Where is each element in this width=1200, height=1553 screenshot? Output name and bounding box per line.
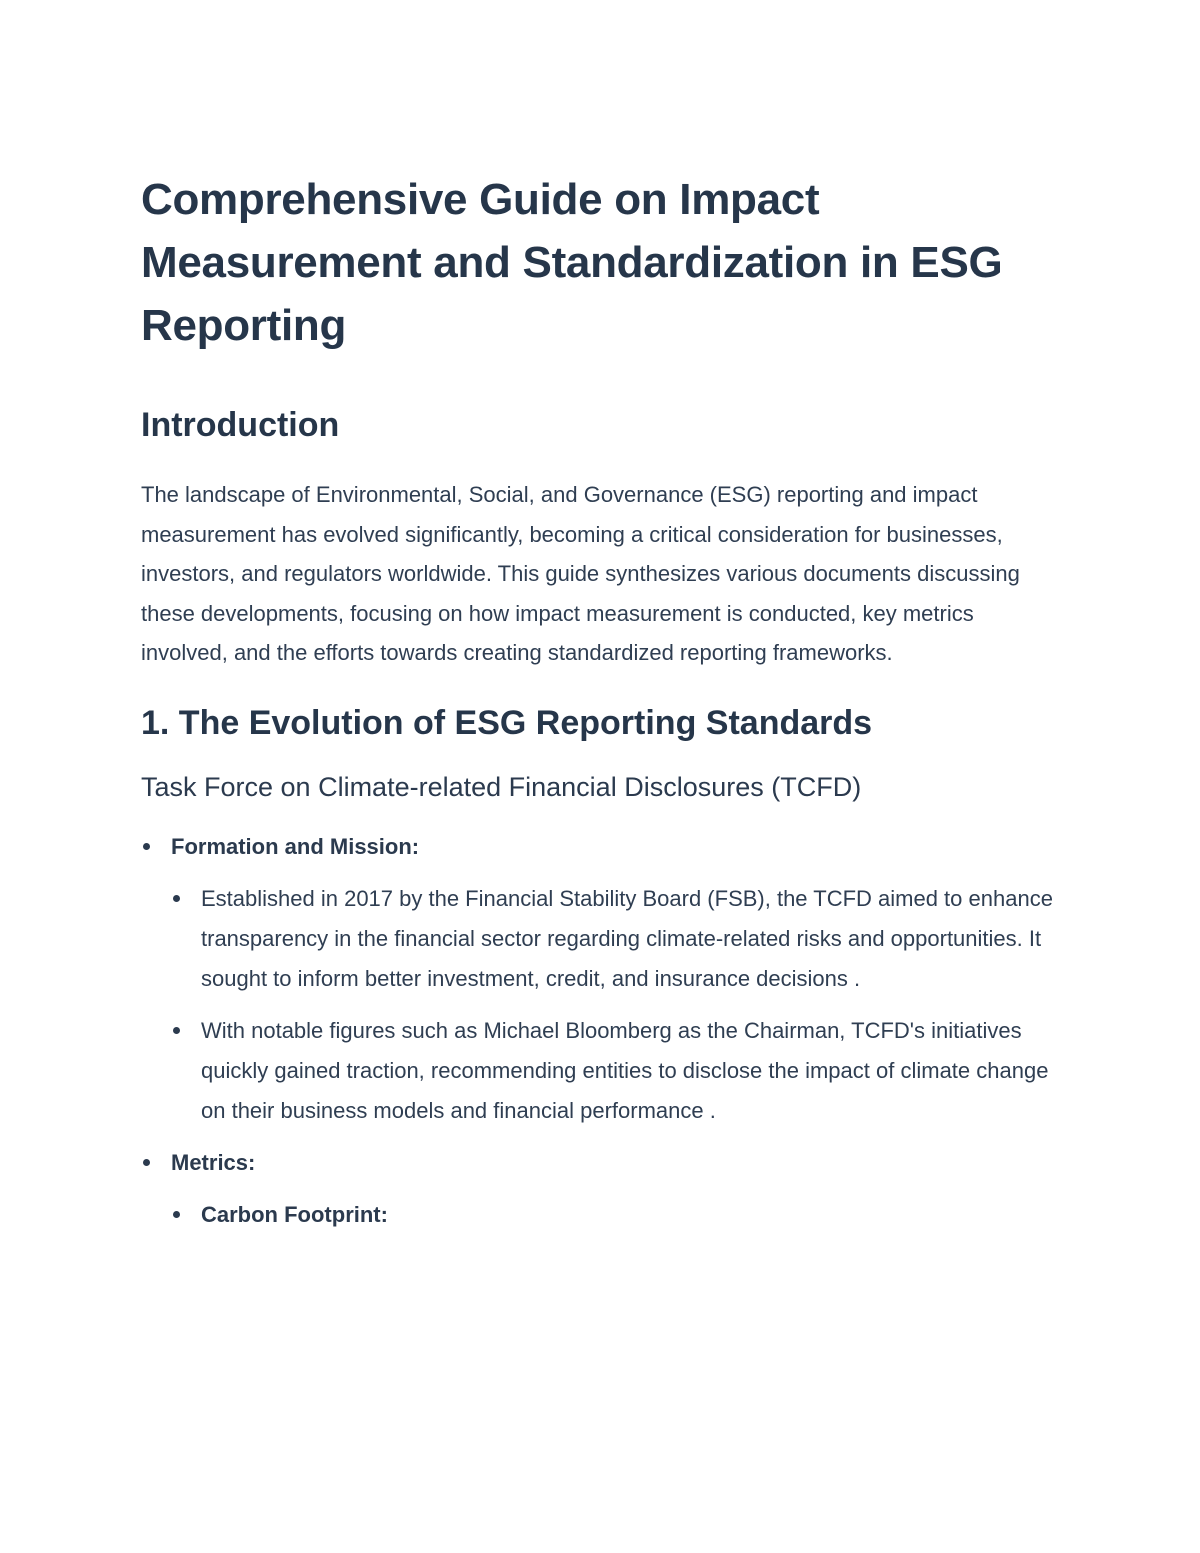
section-1-heading: 1. The Evolution of ESG Reporting Standards	[141, 703, 873, 742]
list-item-text: Established in 2017 by the Financial Stability Board (FSB), the TCFD aimed to enhance transparency in the financial sector regarding climate-related risks and opportunities. It sought to inform better investment, credit, and insurance decisions .	[201, 885, 1053, 991]
tcfd-subheading: Task Force on Climate-related Financial Disclosures (TCFD)	[141, 771, 862, 802]
list-item	[171, 1011, 1061, 1131]
list-item	[171, 1195, 1061, 1235]
metrics-sublist	[171, 1195, 1061, 1235]
list-item	[171, 879, 1061, 999]
list-item-formation	[141, 827, 1061, 1131]
formation-sublist	[171, 879, 1061, 1131]
bullet-icon	[173, 895, 180, 902]
bullet-icon	[173, 1027, 180, 1034]
document-page	[141, 168, 1061, 1235]
introduction-paragraph: The landscape of Environmental, Social, and Governance (ESG) reporting and impact measurement has evolved significantly, becoming a critical consideration for businesses, investors, and regulators worldwide. This guide synthesizes various documents discussing these developments, focusing on how impact measurement is conducted, key metrics involved, and the efforts towards creating standardized reporting frameworks.	[141, 482, 1020, 666]
bullet-icon	[143, 1159, 150, 1166]
tcfd-list	[141, 827, 1061, 1235]
introduction-heading: Introduction	[141, 406, 340, 444]
bullet-icon	[173, 1211, 180, 1218]
list-item-label: Metrics:	[171, 1149, 256, 1175]
bullet-icon	[143, 843, 150, 850]
list-item-label: Formation and Mission:	[171, 833, 420, 859]
list-item-text: With notable figures such as Michael Bloomberg as the Chairman, TCFD's initiatives quickly gained traction, recommending entities to disclose the impact of climate change on their business models and financial performance .	[201, 1017, 1049, 1123]
list-item-label: Carbon Footprint:	[201, 1201, 388, 1227]
list-item-metrics	[141, 1143, 1061, 1235]
document-title: Comprehensive Guide on Impact Measurement and Standardization in ESG Reporting	[141, 175, 1003, 350]
